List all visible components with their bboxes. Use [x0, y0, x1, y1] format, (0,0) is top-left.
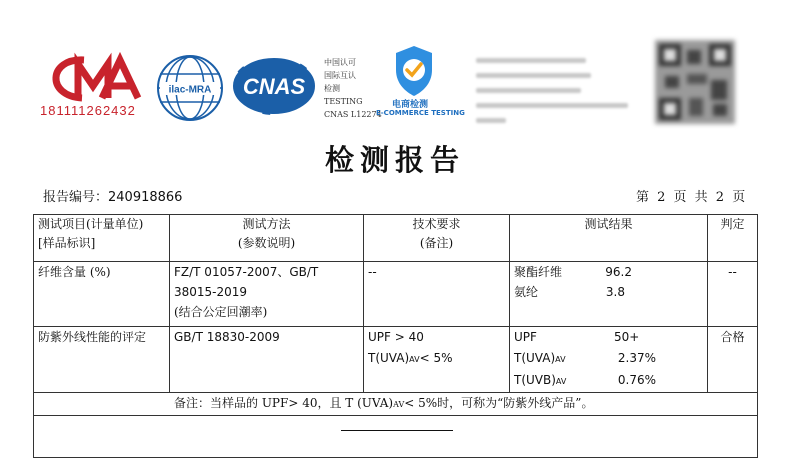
cell-method [170, 262, 364, 327]
result-label: 聚酯纤维 [514, 265, 563, 279]
header-result: 测试结果 [510, 215, 708, 262]
header-requirement [364, 215, 510, 262]
note-subscript: AV [393, 400, 405, 409]
result-value: 2.37% [617, 351, 656, 365]
table-end-cell [34, 416, 758, 458]
ilac-mra-logo [156, 54, 224, 122]
qr-code [655, 40, 735, 124]
blurred-contact-info [476, 58, 636, 123]
result-label: T(UVA)AV [514, 351, 566, 365]
header-text: (备注) [419, 236, 454, 250]
cell-method: GB/T 18830-2009 [170, 327, 364, 393]
cnas-line: 检测 [324, 84, 340, 93]
result-label: T(UVB)AV [514, 373, 567, 387]
results-table [33, 214, 758, 458]
cma-number: 181111262432 [40, 103, 136, 118]
cnas-line: 中国认可 [324, 58, 356, 67]
header-text: (参数说明) [237, 236, 296, 250]
result-value: 3.8 [605, 285, 625, 299]
cnas-line: TESTING [324, 97, 363, 106]
ecommerce-label: 电商检测 [392, 100, 429, 110]
result-label: UPF [514, 330, 537, 344]
cnas-line: 国际互认 [324, 71, 356, 80]
ecommerce-label-en: E-COMMERCE TESTING [376, 109, 465, 117]
report-title: 检测报告 [324, 143, 465, 177]
header-text: 测试方法 [242, 217, 291, 231]
cell-result [510, 327, 708, 393]
note-text: < 5%时，可称为“防紫外线产品”。 [404, 396, 594, 410]
cell-judgement: 合格 [708, 327, 758, 393]
table-row [34, 327, 758, 393]
cnas-line: CNAS L12274 [324, 110, 382, 119]
header-test-method [170, 215, 364, 262]
result-value: 50+ [614, 330, 640, 344]
method-text: (结合公定回潮率) [174, 305, 268, 319]
method-text: FZ/T 01057-2007、GB/T [174, 265, 319, 279]
table-note-row [34, 393, 758, 416]
cell-item: 防紫外线性能的评定 [34, 327, 170, 393]
page-indicator: 第 2 页 共 2 页 [636, 190, 748, 205]
cell-item: 纤维含量 (%) [34, 262, 170, 327]
report-number: 报告编号：240918866 [43, 190, 183, 205]
result-value: 96.2 [605, 265, 632, 279]
header-judgement: 判定 [708, 215, 758, 262]
cnas-text: CNAS [242, 74, 306, 99]
header-text: 技术要求 [412, 217, 461, 231]
ecommerce-shield-icon [392, 44, 436, 98]
method-text: 38015-2019 [174, 285, 248, 299]
cnas-logo [230, 55, 318, 117]
table-header-row [34, 215, 758, 262]
note-text: 备注：当样品的 UPF> 40，且 T (UVA) [174, 396, 394, 410]
table-end-row [34, 416, 758, 458]
header-test-item [34, 215, 170, 262]
result-value: 0.76% [617, 373, 656, 387]
cnas-accreditation-text [324, 56, 382, 121]
header-text: [样品标识] [38, 236, 96, 250]
table-note [34, 393, 758, 416]
requirement-text: T(UVA)AV< 5% [368, 351, 453, 365]
cell-requirement [364, 327, 510, 393]
requirement-text: UPF > 40 [368, 330, 424, 344]
header-text: 测试项目(计量单位) [38, 217, 144, 231]
ilac-mra-text: ilac-MRA [168, 84, 212, 96]
cell-requirement: -- [364, 262, 510, 327]
result-label: 氨纶 [514, 285, 539, 299]
table-row [34, 262, 758, 327]
cell-result [510, 262, 708, 327]
end-of-report-line [341, 430, 453, 431]
cell-judgement: -- [708, 262, 758, 327]
